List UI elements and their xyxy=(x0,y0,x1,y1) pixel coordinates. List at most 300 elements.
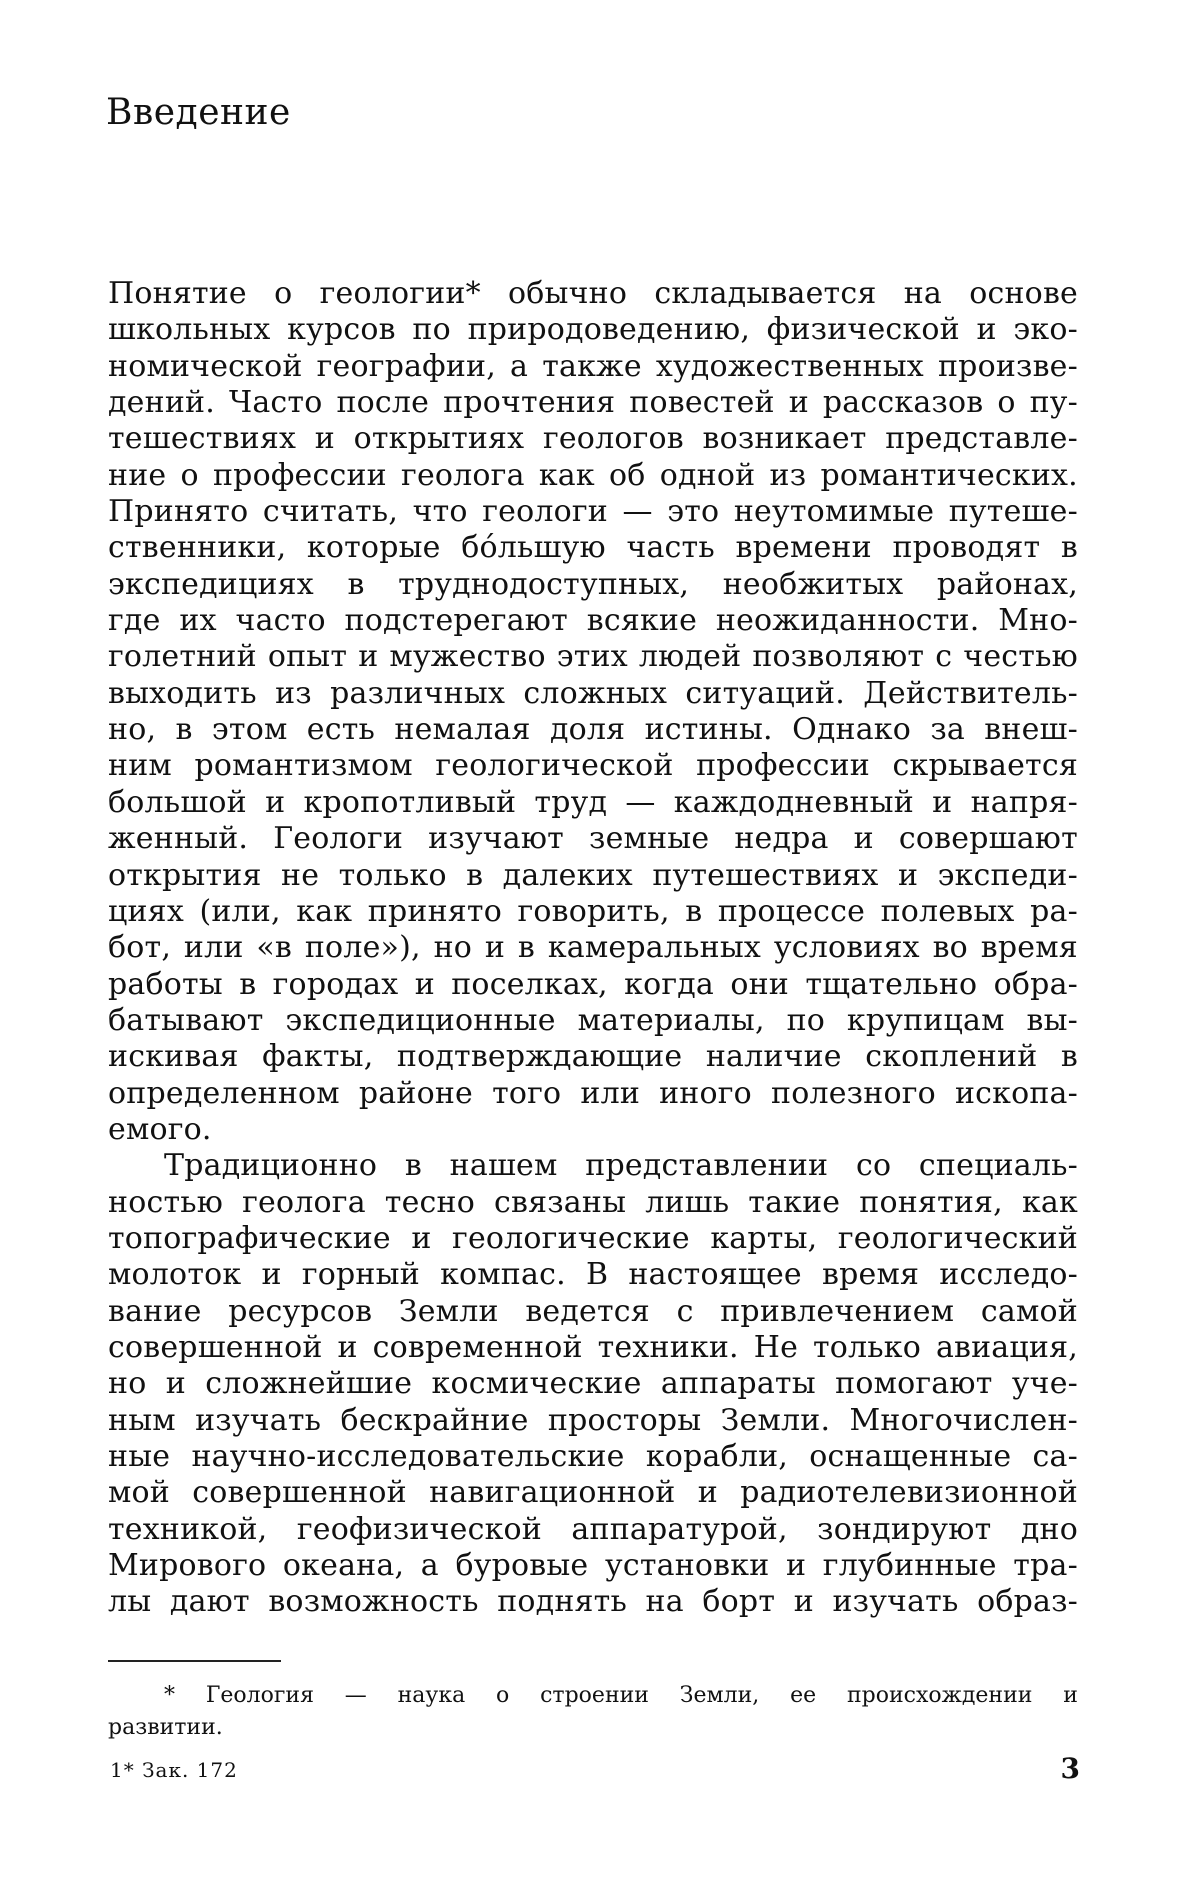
word: работы xyxy=(108,966,223,1002)
word: проводят xyxy=(892,530,1041,566)
word: труд xyxy=(534,784,608,820)
word: романтизмом xyxy=(194,748,413,784)
word: дают xyxy=(169,1584,250,1620)
text-line xyxy=(108,312,1078,348)
word: неутомимые xyxy=(733,494,935,530)
word: и xyxy=(314,421,335,457)
word: истины. xyxy=(644,712,773,748)
word: глубинные xyxy=(822,1548,997,1584)
word: из xyxy=(769,457,807,493)
text-line xyxy=(108,603,1078,639)
word: связаны xyxy=(494,1184,627,1220)
word: одной xyxy=(659,457,756,493)
word: просторы xyxy=(547,1402,702,1438)
word: дно xyxy=(1020,1511,1078,1547)
word: не xyxy=(281,857,320,893)
word: и xyxy=(261,1257,282,1293)
word: изучать xyxy=(195,1402,322,1438)
text-line xyxy=(108,1439,1078,1475)
text-line xyxy=(108,349,1078,385)
footnote-line: развитии. xyxy=(108,1715,223,1740)
word: мой xyxy=(108,1475,170,1511)
word: и xyxy=(976,312,997,348)
word: условиях xyxy=(773,930,920,966)
word: привлечением xyxy=(720,1293,955,1329)
word: геологические xyxy=(452,1220,690,1256)
word: наличие xyxy=(705,1039,842,1075)
word: или xyxy=(183,930,244,966)
word: на xyxy=(903,276,942,311)
text-line xyxy=(108,967,1078,1003)
word: карты, xyxy=(710,1220,818,1256)
word: ра- xyxy=(1030,893,1078,929)
word: ресурсов xyxy=(228,1293,373,1329)
word: и xyxy=(786,1548,807,1584)
word: навигационной xyxy=(429,1475,676,1511)
text-line xyxy=(108,1003,1078,1039)
word: времени xyxy=(735,530,872,566)
word: часто xyxy=(235,603,326,639)
word: процессе xyxy=(717,893,866,929)
word: и xyxy=(853,821,874,857)
word: только xyxy=(338,857,447,893)
word: доля xyxy=(549,712,626,748)
word: как xyxy=(296,893,353,929)
word: складывается xyxy=(654,276,877,311)
word: — xyxy=(625,784,656,820)
footnote-line xyxy=(108,1680,1078,1712)
word: они xyxy=(730,966,789,1002)
word: и xyxy=(932,784,953,820)
word: со xyxy=(855,1148,892,1184)
footnote-divider xyxy=(108,1660,281,1662)
word: геологов xyxy=(542,421,684,457)
word: только xyxy=(812,1329,922,1365)
word: ископа- xyxy=(954,1075,1078,1111)
page-number: 3 xyxy=(1060,1752,1080,1785)
text-line xyxy=(108,1475,1078,1511)
word: крупицам xyxy=(846,1002,1005,1038)
text-line xyxy=(108,1257,1078,1293)
word: сложнейшие xyxy=(205,1366,413,1402)
word: экспедиционные xyxy=(285,1002,556,1038)
word: а xyxy=(510,348,529,384)
word: материалы, xyxy=(577,1002,765,1038)
word: В xyxy=(585,1257,609,1293)
word: Геологи xyxy=(273,821,404,857)
word: вы- xyxy=(1026,1002,1078,1038)
word: Земли, xyxy=(679,1683,760,1708)
word: и xyxy=(897,857,919,893)
word: нашем xyxy=(449,1148,558,1184)
word: Земли. xyxy=(720,1402,831,1438)
word: горный xyxy=(301,1257,420,1293)
word: возникает xyxy=(702,421,867,457)
word: опыт xyxy=(267,639,348,675)
word: батывают xyxy=(108,1002,264,1038)
word: изучают xyxy=(428,821,564,857)
word: вание xyxy=(108,1293,202,1329)
text-line xyxy=(108,458,1078,494)
word: такие xyxy=(748,1184,841,1220)
word: ные xyxy=(108,1439,171,1474)
word: бескрайние xyxy=(340,1402,529,1438)
word: поле»), xyxy=(304,930,421,966)
word: районе xyxy=(358,1075,474,1111)
word: далеких xyxy=(502,857,633,893)
word: женный. xyxy=(108,821,249,857)
word: по xyxy=(786,1002,826,1038)
word: во xyxy=(932,930,968,966)
word: * xyxy=(164,1683,175,1708)
word: их xyxy=(179,603,217,639)
word: или xyxy=(580,1075,641,1111)
word: в xyxy=(466,857,484,893)
word: геологической xyxy=(435,748,674,784)
word: о xyxy=(274,276,293,311)
word: скоплений xyxy=(865,1039,1038,1075)
paragraph-1 xyxy=(108,276,1078,1148)
word: ственники, xyxy=(108,530,287,566)
word: исследо- xyxy=(939,1257,1078,1293)
word: путешествиях xyxy=(652,857,879,893)
word: ным xyxy=(108,1402,176,1438)
word: в xyxy=(517,930,535,966)
word: когда xyxy=(624,966,715,1002)
word: ситуаций. xyxy=(685,675,845,711)
paragraph-2 xyxy=(108,1148,1078,1620)
word: всякие xyxy=(586,603,698,639)
word: радиотелевизионной xyxy=(740,1475,1078,1511)
word: и xyxy=(788,385,809,421)
word: после xyxy=(336,385,430,421)
word: этом xyxy=(211,712,288,748)
word: часть xyxy=(626,530,715,566)
word: геологический xyxy=(837,1220,1078,1256)
word: Не xyxy=(753,1329,799,1365)
word: настоящее xyxy=(628,1257,802,1293)
word: районах, xyxy=(936,566,1078,602)
word: оснащенные xyxy=(809,1439,1012,1474)
text-line xyxy=(108,930,1078,966)
word: Понятие xyxy=(108,276,247,311)
word: космические xyxy=(431,1366,642,1402)
text-line xyxy=(108,1148,1078,1184)
word: честью xyxy=(963,639,1078,675)
word: Геология xyxy=(205,1683,314,1708)
text-line xyxy=(108,785,1078,821)
word: с xyxy=(935,639,953,675)
word: в xyxy=(347,566,365,602)
text-line xyxy=(108,1294,1078,1330)
word: компас. xyxy=(440,1257,566,1293)
word: (или, xyxy=(199,893,281,929)
word: ностью xyxy=(108,1184,224,1220)
word: ведется xyxy=(525,1293,650,1329)
word: о xyxy=(496,1683,510,1708)
word: геолога xyxy=(401,457,525,493)
word: труднодоступных, xyxy=(398,566,690,602)
word: аппаратурой, xyxy=(571,1511,788,1547)
word: современной xyxy=(372,1329,583,1365)
word: Мирового xyxy=(108,1548,267,1584)
word: и xyxy=(1063,1683,1078,1708)
word: напря- xyxy=(970,784,1078,820)
word: геологи xyxy=(482,494,608,530)
word: большой xyxy=(108,784,247,820)
word: необжитых xyxy=(722,566,904,602)
word: сложных xyxy=(523,675,668,711)
word: об xyxy=(609,457,646,493)
word: специаль- xyxy=(918,1148,1078,1184)
word: открытия xyxy=(108,857,262,893)
word: экспедициях xyxy=(108,566,314,602)
word: ним xyxy=(108,748,172,784)
text-line xyxy=(108,894,1078,930)
text-line: емого. xyxy=(108,1111,212,1147)
word: наука xyxy=(397,1683,466,1708)
word: лы xyxy=(108,1584,152,1620)
word: — xyxy=(344,1683,367,1708)
text-line xyxy=(108,385,1078,421)
word: иного xyxy=(659,1075,752,1111)
word: помогают xyxy=(835,1366,993,1402)
word: тщательно xyxy=(805,966,978,1002)
word: происхождении xyxy=(846,1683,1033,1708)
text-line xyxy=(108,530,1078,566)
word: по xyxy=(412,312,451,348)
text-line xyxy=(108,1512,1078,1548)
word: и xyxy=(411,1220,432,1256)
text-line xyxy=(108,567,1078,603)
word: Мно- xyxy=(998,603,1078,639)
word: и xyxy=(697,1475,718,1511)
text-line xyxy=(108,1366,1078,1402)
word: курсов xyxy=(287,312,396,348)
word: и xyxy=(165,1366,186,1402)
word: топографические xyxy=(108,1220,391,1256)
word: тешествиях xyxy=(108,421,297,457)
word: в xyxy=(1060,1039,1078,1075)
text-line xyxy=(108,712,1078,748)
word: образ- xyxy=(977,1584,1078,1620)
word: геологии* xyxy=(319,276,481,311)
text-line xyxy=(108,421,1078,457)
word: изучать xyxy=(832,1584,959,1620)
word: и xyxy=(358,639,379,675)
word: повестей xyxy=(629,385,775,421)
word: и xyxy=(793,1584,814,1620)
text-line xyxy=(108,1185,1078,1221)
word: художественных xyxy=(655,348,924,384)
word: выходить xyxy=(108,675,257,711)
word: факты, xyxy=(262,1039,374,1075)
word: номической xyxy=(108,348,303,384)
word: о xyxy=(180,457,199,493)
word: открытиях xyxy=(353,421,525,457)
word: что xyxy=(412,494,468,530)
text-line xyxy=(108,858,1078,894)
word: аппараты xyxy=(660,1366,816,1402)
word: техники. xyxy=(597,1329,739,1365)
word: уче- xyxy=(1011,1366,1078,1402)
word: представле- xyxy=(885,421,1078,457)
word: Земли xyxy=(398,1293,499,1329)
word: как xyxy=(1021,1184,1078,1220)
body-text xyxy=(108,276,1078,1621)
word: из xyxy=(275,675,312,711)
word: Действитель- xyxy=(863,675,1078,711)
word: того xyxy=(492,1075,562,1111)
word: за xyxy=(930,712,965,748)
text-line xyxy=(108,1039,1078,1075)
word: это xyxy=(667,494,720,530)
word: и xyxy=(265,784,286,820)
word: время xyxy=(980,930,1078,966)
word: Часто xyxy=(228,385,323,421)
word: геолога xyxy=(242,1184,366,1220)
word: путеше- xyxy=(948,494,1078,530)
word: молоток xyxy=(108,1257,242,1293)
text-line xyxy=(108,1330,1078,1366)
word: самой xyxy=(980,1293,1078,1329)
word: корабли, xyxy=(645,1439,789,1474)
word: установки xyxy=(604,1548,770,1584)
word: камеральных xyxy=(547,930,762,966)
word: подтверждающие xyxy=(396,1039,683,1075)
word: в xyxy=(404,1148,422,1184)
word: совершают xyxy=(898,821,1078,857)
word: дений. xyxy=(108,385,215,421)
word: а xyxy=(420,1548,439,1584)
word: природоведению, xyxy=(467,312,751,348)
word: техникой, xyxy=(108,1511,268,1547)
word: обра- xyxy=(993,966,1078,1002)
word: как xyxy=(538,457,595,493)
word: время xyxy=(822,1257,920,1293)
word: Многочислен- xyxy=(849,1402,1078,1438)
text-line xyxy=(108,1548,1078,1584)
word: в xyxy=(175,712,193,748)
text-line xyxy=(108,494,1078,530)
word: буровые xyxy=(455,1548,589,1584)
word: в xyxy=(239,966,257,1002)
word: скрывается xyxy=(892,748,1078,784)
word: с xyxy=(676,1293,694,1329)
word: эко- xyxy=(1013,312,1078,348)
word: пу- xyxy=(1029,385,1078,421)
word: произве- xyxy=(937,348,1078,384)
word: ее xyxy=(790,1683,817,1708)
text-line xyxy=(108,676,1078,712)
word: искивая xyxy=(108,1039,239,1075)
word: мужество xyxy=(389,639,546,675)
word: научно-исследовательские xyxy=(191,1439,625,1474)
text-line xyxy=(108,1403,1078,1439)
word: возможность xyxy=(268,1584,479,1620)
word: немалая xyxy=(394,712,531,748)
text-line xyxy=(108,1584,1078,1620)
word: поселках, xyxy=(451,966,608,1002)
word: океана, xyxy=(282,1548,405,1584)
word: каждодневный xyxy=(673,784,914,820)
word: са- xyxy=(1032,1439,1078,1474)
word: и xyxy=(484,930,506,966)
word: «в xyxy=(256,930,293,966)
word: авиация, xyxy=(935,1329,1078,1365)
word: зондируют xyxy=(817,1511,992,1547)
word: но xyxy=(108,1366,147,1402)
word: которые xyxy=(306,530,441,566)
word: рассказов xyxy=(822,385,984,421)
word: полевых xyxy=(880,893,1015,929)
word: и xyxy=(337,1329,358,1365)
word: прочтения xyxy=(443,385,616,421)
word: циях xyxy=(108,893,184,929)
word: городах xyxy=(272,966,399,1002)
word: есть xyxy=(306,712,376,748)
text-line xyxy=(108,748,1078,784)
text-line xyxy=(108,1076,1078,1112)
chapter-title: Введение xyxy=(106,92,291,133)
word: бот, xyxy=(108,930,172,966)
word: лишь xyxy=(645,1184,730,1220)
word: земные xyxy=(589,821,710,857)
word: тра- xyxy=(1013,1548,1078,1584)
word: но xyxy=(433,930,473,966)
word: поднять xyxy=(497,1584,627,1620)
text-line xyxy=(108,821,1078,857)
word: позволяют xyxy=(752,639,925,675)
word: Традиционно xyxy=(164,1148,378,1184)
word: геофизической xyxy=(296,1511,542,1547)
word: экспеди- xyxy=(937,857,1078,893)
word: — xyxy=(622,494,653,530)
word: определенном xyxy=(108,1075,340,1111)
word: профессии xyxy=(212,457,387,493)
word: этих xyxy=(556,639,628,675)
word: географии, xyxy=(316,348,496,384)
word: на xyxy=(645,1584,684,1620)
word: голетний xyxy=(108,639,257,675)
word: неожиданности. xyxy=(715,603,980,639)
word: обычно xyxy=(508,276,628,311)
word: строении xyxy=(540,1683,649,1708)
word: но, xyxy=(108,712,157,748)
word: также xyxy=(542,348,642,384)
word: физической xyxy=(766,312,960,348)
word: ние xyxy=(108,457,167,493)
text-line xyxy=(108,276,1078,312)
text-line xyxy=(108,639,1078,675)
word: профессии xyxy=(696,748,870,784)
word: бо́льшую xyxy=(461,530,606,566)
word: считать, xyxy=(262,494,399,530)
word: и xyxy=(414,966,435,1002)
word: романтических. xyxy=(820,457,1078,493)
text-line xyxy=(108,1221,1078,1257)
word: полезного xyxy=(771,1075,936,1111)
word: подстерегают xyxy=(344,603,568,639)
word: в xyxy=(1060,530,1078,566)
word: борт xyxy=(702,1584,776,1620)
word: кропотливый xyxy=(303,784,517,820)
word: говорить, xyxy=(517,893,670,929)
word: Принято xyxy=(108,494,249,530)
word: основе xyxy=(969,276,1078,311)
word: людей xyxy=(638,639,742,675)
word: о xyxy=(997,385,1016,421)
